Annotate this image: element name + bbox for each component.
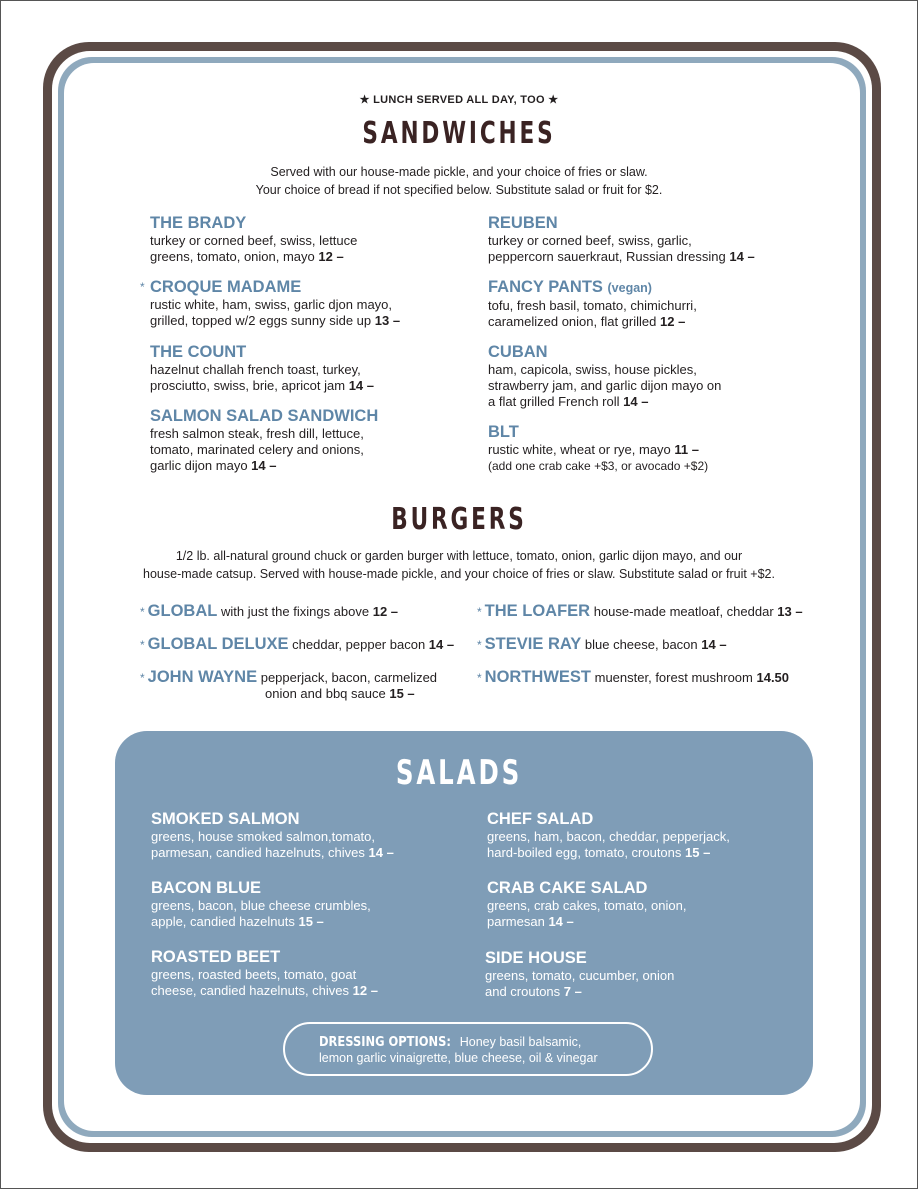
burgers-intro-line: 1/2 lb. all-natural ground chuck or garden burger with lettuce, tomato, onion, garlic dijon mayo, and our xyxy=(175,549,743,563)
salad-desc-line: greens, bacon, blue cheese crumbles, xyxy=(151,898,371,913)
burger-item xyxy=(477,602,803,621)
salad-desc-line: parmesan xyxy=(487,914,545,929)
sandwich-desc-line: peppercorn sauerkraut, Russian dressing xyxy=(488,249,726,264)
sandwich-desc-line: turkey or corned beef, swiss, garlic, xyxy=(488,233,692,248)
burger-desc: pepperjack, bacon, carmelized xyxy=(260,670,438,685)
salad-desc-line: apple, candied hazelnuts xyxy=(151,914,295,929)
sandwiches-intro-line: Served with our house-made pickle, and your choice of fries or slaw. xyxy=(270,165,648,179)
burger-name: GLOBAL xyxy=(147,602,218,620)
salad-price: 12 – xyxy=(352,983,378,998)
salad-desc-line: greens, tomato, cucumber, onion xyxy=(485,968,675,983)
sandwich-desc-line: rustic white, wheat or rye, mayo xyxy=(488,442,671,457)
sandwich-desc-line: prosciutto, swiss, brie, apricot jam xyxy=(150,378,346,393)
sandwich-name: THE BRADY xyxy=(150,214,247,232)
dressing-options-box xyxy=(283,1022,653,1076)
sandwich-price: 12 – xyxy=(318,249,344,264)
sandwiches-intro-line: Your choice of bread if not specified below. Substitute salad or fruit for $2. xyxy=(255,183,663,197)
star-marker: * xyxy=(477,638,482,652)
sandwich-name: CROQUE MADAME xyxy=(150,278,302,296)
salad-desc-line: greens, roasted beets, tomato, goat xyxy=(151,967,357,982)
sandwich-item xyxy=(150,343,470,394)
sandwich-item xyxy=(488,214,808,265)
burger-name: STEVIE RAY xyxy=(484,635,582,653)
burger-name: JOHN WAYNE xyxy=(147,668,258,686)
salad-desc-line: cheese, candied hazelnuts, chives xyxy=(151,983,350,998)
sandwich-price: 14 – xyxy=(251,458,277,473)
salad-desc-line: greens, ham, bacon, cheddar, pepperjack, xyxy=(487,829,730,844)
salad-desc-line: parmesan, candied hazelnuts, chives xyxy=(151,845,365,860)
burger-name: THE LOAFER xyxy=(484,602,591,620)
vegan-tag: (vegan) xyxy=(607,281,652,295)
burger-price: 14 – xyxy=(428,637,455,652)
sandwich-name-row xyxy=(488,278,808,298)
sandwich-price: 13 – xyxy=(374,313,401,328)
dressing-text: lemon garlic vinaigrette, blue cheese, oil & vinegar xyxy=(319,1051,598,1065)
sandwich-desc-line: tofu, fresh basil, tomato, chimichurri, xyxy=(488,298,697,313)
sandwich-desc xyxy=(488,233,808,265)
salad-item xyxy=(151,810,451,861)
sandwich-item xyxy=(150,214,470,265)
sandwich-desc xyxy=(488,362,808,410)
sandwich-desc xyxy=(150,426,470,474)
sandwich-price: 14 – xyxy=(348,378,375,393)
burger-desc-line2 xyxy=(140,686,437,701)
dressing-label: DRESSING OPTIONS: xyxy=(319,1034,451,1050)
sandwich-name: BLT xyxy=(488,423,519,441)
salad-desc xyxy=(485,968,785,1000)
sandwich-desc-line: fresh salmon steak, fresh dill, lettuce, xyxy=(150,426,364,441)
sandwich-name: REUBEN xyxy=(488,214,558,232)
sandwich-item xyxy=(488,343,808,410)
sandwiches-title: SANDWICHES xyxy=(362,116,556,151)
sandwich-item xyxy=(150,407,470,474)
burger-item xyxy=(477,635,727,654)
sandwich-name: SALMON SALAD SANDWICH xyxy=(150,407,379,425)
salads-title: SALADS xyxy=(395,753,523,793)
sandwich-item xyxy=(140,278,470,329)
salad-item xyxy=(485,949,785,1000)
salad-name: CHEF SALAD xyxy=(487,810,594,828)
burger-price: 14.50 xyxy=(756,670,790,685)
burger-item xyxy=(140,602,398,621)
sandwich-name: THE COUNT xyxy=(150,343,247,361)
burger-desc: muenster, forest mushroom xyxy=(594,670,753,685)
salad-item xyxy=(151,879,451,930)
sandwich-desc-line: tomato, marinated celery and onions, xyxy=(150,442,364,457)
sandwich-desc-line: garlic dijon mayo xyxy=(150,458,248,473)
salad-name: SIDE HOUSE xyxy=(485,949,587,967)
burger-price: 14 – xyxy=(701,637,727,652)
salad-item xyxy=(487,879,787,930)
salad-desc-line: hard-boiled egg, tomato, croutons xyxy=(487,845,682,860)
burger-item xyxy=(477,668,789,687)
burger-desc: cheddar, pepper bacon xyxy=(292,637,426,652)
star-marker: * xyxy=(140,605,145,619)
salad-desc xyxy=(487,898,787,930)
sandwich-desc-line: hazelnut challah french toast, turkey, xyxy=(150,362,361,377)
burger-item xyxy=(140,635,454,654)
dressing-text: Honey basil balsamic, xyxy=(459,1035,582,1049)
star-marker: * xyxy=(477,671,482,685)
sandwich-name: CUBAN xyxy=(488,343,548,361)
sandwich-desc xyxy=(488,298,808,330)
burgers-intro-line: house-made catsup. Served with house-made pickle, and your choice of fries or slaw. Substitute salad or fruit +$2. xyxy=(143,567,775,581)
salad-desc-line: greens, house smoked salmon,tomato, xyxy=(151,829,376,844)
salad-desc xyxy=(151,829,451,861)
sandwich-name: FANCY PANTS xyxy=(488,278,603,296)
sandwich-desc xyxy=(150,233,470,265)
sandwich-desc-line: turkey or corned beef, swiss, lettuce xyxy=(150,233,358,248)
burger-price: 15 – xyxy=(389,686,415,701)
sandwich-item xyxy=(488,423,808,474)
burger-desc: onion and bbq sauce xyxy=(265,686,386,701)
sandwich-price: 14 – xyxy=(729,249,755,264)
sandwich-desc-line: caramelized onion, flat grilled xyxy=(488,314,657,329)
sandwich-price: 14 – xyxy=(623,394,649,409)
salad-name: CRAB CAKE SALAD xyxy=(487,879,648,897)
salad-price: 15 – xyxy=(685,845,711,860)
add-on-note: (add one crab cake +$3, or avocado +$2) xyxy=(488,459,709,473)
sandwich-desc xyxy=(150,297,470,329)
star-marker: * xyxy=(140,671,145,685)
salad-item xyxy=(151,948,451,999)
burger-item xyxy=(140,668,437,701)
burger-price: 12 – xyxy=(372,604,399,619)
burger-name: GLOBAL DELUXE xyxy=(147,635,289,653)
salad-desc-line: greens, crab cakes, tomato, onion, xyxy=(487,898,687,913)
lunch-banner: ★ LUNCH SERVED ALL DAY, TOO ★ xyxy=(359,94,559,106)
salad-name: ROASTED BEET xyxy=(151,948,281,966)
sandwich-desc xyxy=(150,362,470,394)
star-marker: * xyxy=(477,605,482,619)
burger-price: 13 – xyxy=(777,604,803,619)
sandwich-desc-line: ham, capicola, swiss, house pickles, xyxy=(488,362,697,377)
salad-desc xyxy=(151,898,451,930)
star-marker: * xyxy=(140,280,145,294)
sandwich-desc-line: strawberry jam, and garlic dijon mayo on xyxy=(488,378,722,393)
salad-price: 14 – xyxy=(548,914,574,929)
sandwich-desc-line: greens, tomato, onion, mayo xyxy=(150,249,315,264)
salad-name: BACON BLUE xyxy=(151,879,261,897)
sandwich-price: 12 – xyxy=(660,314,686,329)
sandwich-desc xyxy=(488,442,808,474)
burger-desc: blue cheese, bacon xyxy=(584,637,698,652)
salad-name: SMOKED SALMON xyxy=(151,810,300,828)
burger-desc: house-made meatloaf, cheddar xyxy=(593,604,774,619)
burger-desc: with just the fixings above xyxy=(220,604,370,619)
sandwiches-intro xyxy=(0,163,918,199)
salad-desc-line: and croutons xyxy=(485,984,561,999)
salad-desc xyxy=(151,967,451,999)
sandwich-price: 11 – xyxy=(674,442,700,457)
salad-desc xyxy=(487,829,787,861)
salad-price: 15 – xyxy=(298,914,324,929)
salad-price: 14 – xyxy=(368,845,394,860)
sandwich-desc-line: rustic white, ham, swiss, garlic djon mayo, xyxy=(150,297,393,312)
salad-price: 7 – xyxy=(563,984,582,999)
sandwich-desc-line: grilled, topped w/2 eggs sunny side up xyxy=(150,313,372,328)
sandwich-item xyxy=(488,278,808,330)
salad-item xyxy=(487,810,787,861)
burger-name: NORTHWEST xyxy=(484,668,591,686)
star-marker: * xyxy=(140,638,145,652)
burgers-intro xyxy=(0,547,918,583)
burgers-title: BURGERS xyxy=(391,502,527,537)
sandwich-desc-line: a flat grilled French roll xyxy=(488,394,620,409)
